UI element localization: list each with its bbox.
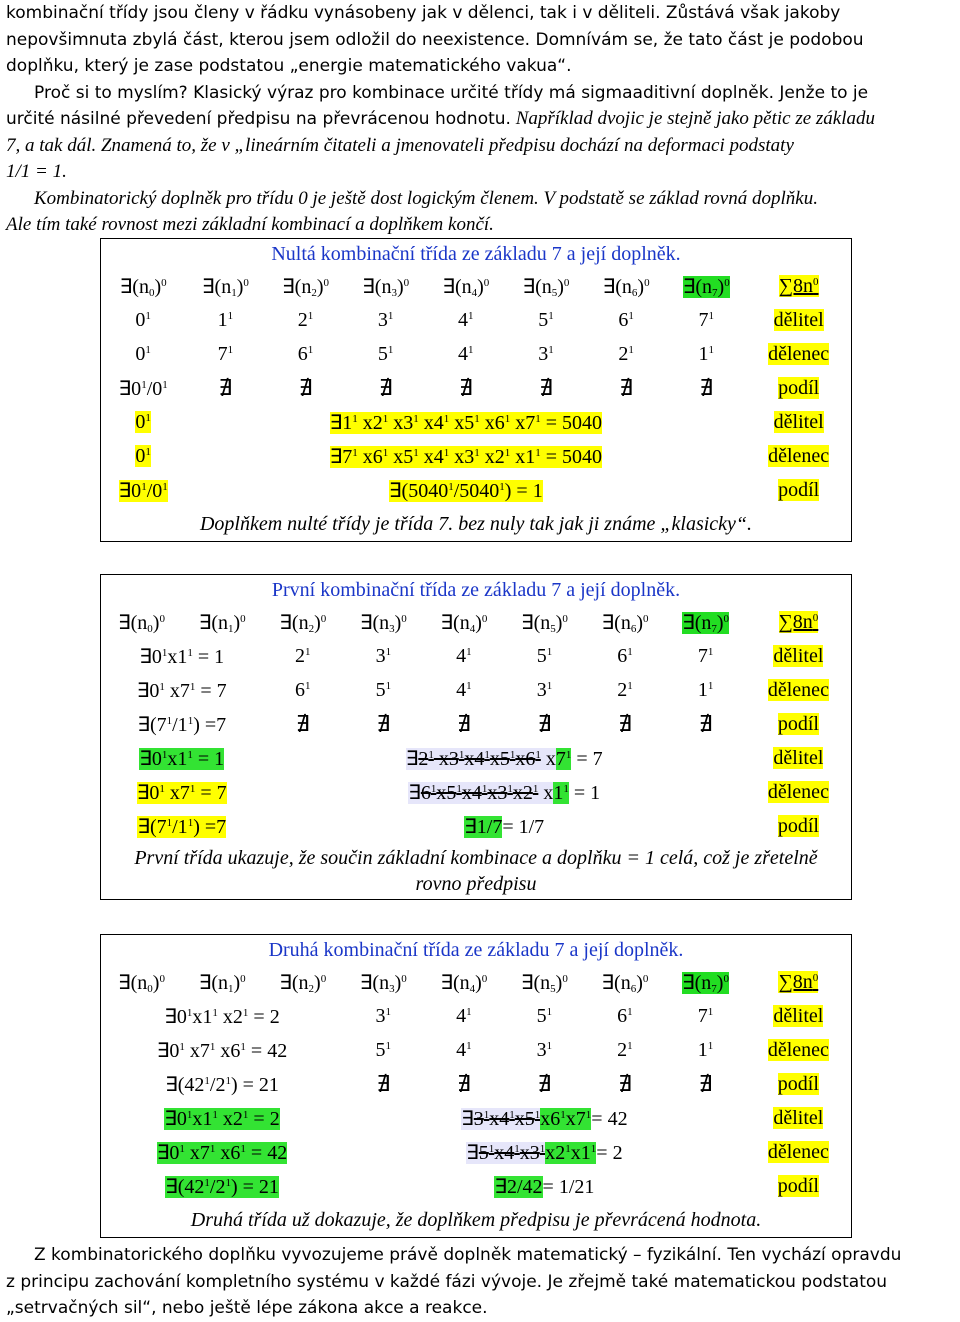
outro-line-3: „setrvačných sil“, nebo ještě lépe zákona akce a reakce. (6, 1298, 488, 1318)
table-class-1 (100, 574, 852, 900)
table-1-row-3: $\exists(7^1/1^1) =7$ ∄ ∄ ∄ ∄ ∄ ∄ podíl (137, 711, 819, 736)
label-delenec: dělenec (768, 342, 830, 365)
intro-line-4: Proč si to myslím? Klasický výraz pro kombinace určité třídy má sigmaaditivní doplněk. Jenže to je (34, 82, 869, 103)
intro-line-6: 7, a tak dál. Znamená to, že v „lineárním čitateli a jmenovateli předpisu dochází na deformaci podstaty (6, 134, 794, 156)
table-2-note: Druhá třída už dokazuje, že doplňkem předpisu je převrácená hodnota. (190, 1209, 762, 1231)
table-class-0 (100, 238, 852, 542)
table-0-row-2: $0^1$ $7^1$ $6^1$ $5^1$ $4^1$ $3^1$ $2^1$ $1^1$ dělenec (135, 342, 830, 365)
intro-paragraph (6, 0, 956, 239)
table-1-note: První třída ukazuje, že součin základní kombinace a doplňku = 1 celá, což je zřetelně rovno předpisu (134, 847, 818, 895)
table-1-row-4: $\exists 0^1x1^1 = 1$ $\exists 2^1$ $x3^1x4^1x5^1x6^1$ $x7^1 = 7$ dělitel (139, 746, 824, 770)
table-0-row-6: $\exists 0^1/0^1$ $\exists(5040^1/5040^1) = 1$ podíl (118, 478, 820, 502)
table-2-row-6: $\exists(42^1/2^1) = 21$ ∃2/42= 1/21 podíl (165, 1174, 819, 1198)
table-0-row-5: $0^1$ $\exists 7^1$ $x6^1$ $x5^1$ $x4^1$ $x3^1$ $x2^1$ $x1^1 = 5040$ dělenec (135, 444, 830, 468)
table-1-row-2: $\exists 0^1$ $x7^1 = 7$ $6^1$ $5^1$ $4^1$ $3^1$ $2^1$ $1^1$ dělenec (136, 678, 829, 702)
table-1-row-1: $\exists 0^1x1^1 = 1$ $2^1$ $3^1$ $4^1$ $5^1$ $6^1$ $7^1$ dělitel (139, 644, 824, 668)
table-1-row-6: $\exists(7^1/1^1) =7$ ∃1/7= 1/7 podíl (137, 814, 819, 838)
label-podil: podíl (778, 376, 820, 399)
table-2-row-1: $\exists 0^1x1^1$ $x2^1 = 2$ $3^1$ $4^1$ $5^1$ $6^1$ $7^1$ dělitel (164, 1004, 824, 1028)
table-1-row-5: $\exists 0^1$ $x7^1 = 7$ $\exists 6^1x5^1x4^1x3^1x2^1$ $x1^1 = 1$ dělenec (136, 780, 829, 804)
outro-paragraph (6, 1242, 956, 1322)
table-1-title: První kombinační třída ze základu 7 a její doplněk. (271, 578, 681, 601)
table-2-title: Druhá kombinační třída ze základu 7 a její doplněk. (268, 938, 684, 961)
intro-line-9: Ale tím také rovnost mezi základní kombinací a doplňkem končí. (6, 214, 494, 235)
table-2-header-row: $\exists(n_0)^0$ $\exists(n_1)^0$ $\exists(n_2)^0$ $\exists(n_3)^0$ $\exists(n_4)^0$ $\exists(n_5)^0$ $\exists(n_6)^0$ $\exists(n_7)^0$ $\sum 8n^0$ (117, 970, 819, 995)
table-2-row-2: $\exists 0^1$ $x7^1$ $x6^1 = 42$ $5^1$ $4^1$ $3^1$ $2^1$ $1^1$ dělenec (156, 1038, 829, 1062)
table-class-2 (100, 934, 852, 1238)
intro-line-5: určité násilné převedení předpisu na převrácenou hodnotu. Například dvojic je stejně jako pětic ze základu (6, 108, 876, 129)
outro-line-2: z principu zachování kompletního systému v každé fázi vývoje. Je zřejmě také matematickou podstatou (6, 1271, 888, 1292)
intro-line-3: doplňku, který je zase podstatou „energie matematického vakua“. (6, 56, 572, 76)
table-2-row-4: $\exists 0^1x1^1$ $x2^1 = 2$ $\exists 3^1x4^1x5^1x6^1x7^1= 42$ dělitel (164, 1106, 824, 1130)
table-0-title: Nultá kombinační třída ze základu 7 a její doplněk. (271, 242, 681, 265)
label-delitel: dělitel (773, 308, 824, 331)
outro-line-1: Z kombinatorického doplňku vyvozujeme právě doplněk matematický – fyzikální. Ten vychází opravdu (34, 1245, 902, 1265)
table-2-row-5: $\exists 0^1$ $x7^1$ $x6^1 = 42$ $\exists 5^1x4^1x3^1x2^1x1^1= 2$ dělenec (156, 1140, 829, 1164)
intro-line-1: kombinační třídy jsou členy v řádku vynásobeny jak v dělenci, tak i v děliteli. Zůstává však jakoby (6, 3, 841, 23)
table-0-row-3: $\exists 0^1/0^1$ ∄ ∄ ∄ ∄ ∄ ∄ ∄ podíl (118, 375, 820, 400)
table-0-note: Doplňkem nulté třídy je třída 7. bez nuly tak jak ji známe „klasicky“. (199, 513, 753, 535)
table-0-row-4: $0^1$ $\exists 1^1$ $x2^1$ $x3^1$ $x4^1$ $x5^1$ $x6^1$ $x7^1 = 5040$ dělitel (135, 410, 824, 434)
intro-line-2: nepovšimnuta zbylá část, kterou jsem odložil do neexistence. Domnívám se, že tato část je podobou (6, 29, 864, 50)
table-1-header-row: $\exists(n_0)^0$ $\exists(n_1)^0$ $\exists(n_2)^0$ $\exists(n_3)^0$ $\exists(n_4)^0$ $\exists(n_5)^0$ $\exists(n_6)^0$ $\exists(n_7)^0$ $\sum 8n^0$ (117, 610, 819, 635)
table-2-row-3: $\exists(42^1/2^1) = 21$ ∄ ∄ ∄ ∄ ∄ podíl (165, 1071, 819, 1096)
intro-line-7: 1/1 = 1. (6, 161, 67, 182)
table-0-row-1: $0^1$ $1^1$ $2^1$ $3^1$ $4^1$ $5^1$ $6^1$ $7^1$ dělitel (135, 308, 824, 331)
intro-line-8: Kombinatorický doplněk pro třídu 0 je ještě dost logickým členem. V podstatě se základ rovná doplňku. (34, 187, 818, 209)
table-0-header-row: $\exists(n_0)^0$ $\exists(n_1)^0$ $\exists(n_2)^0$ $\exists(n_3)^0$ $\exists(n_4)^0$ $\exists(n_5)^0$ $\exists(n_6)^0$ $\exists(n_7)^0$ $\sum 8n^0$ (119, 274, 819, 299)
